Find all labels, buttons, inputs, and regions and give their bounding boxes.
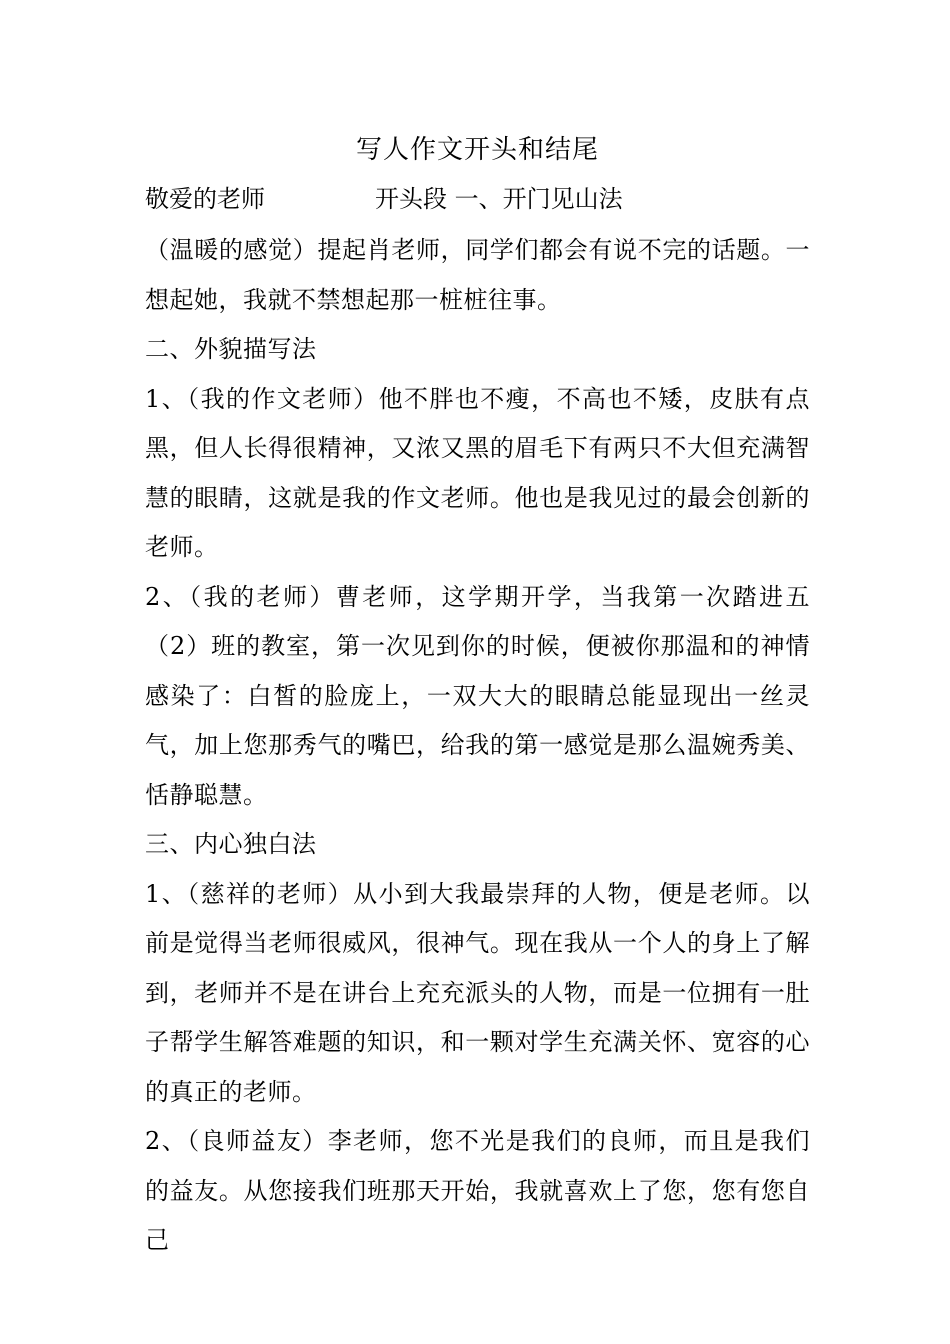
section-heading-appearance: 二、外貌描写法 — [145, 335, 317, 363]
subtitle-left: 敬爱的老师 — [145, 185, 265, 213]
section-heading-monologue: 三、内心独白法 — [145, 830, 317, 858]
document-page — [145, 130, 810, 1266]
paragraph-opening: （温暖的感觉）提起肖老师，同学们都会有说不完的话题。一想起她，我就不禁想起那一桩桩往事。 — [145, 236, 810, 314]
paragraph-appearance-1: 1、（我的作文老师）他不胖也不瘦，不高也不矮，皮肤有点黑，但人长得很精神，又浓又黑的眉毛下有两只不大但充满智慧的眼睛，这就是我的作文老师。他也是我见过的最会创新的老师。 — [145, 384, 810, 561]
paragraph-monologue-2: 2、（良师益友）李老师，您不光是我们的良师，而且是我们的益友。从您接我们班那天开始，我就喜欢上了您，您有您自己 — [145, 1127, 810, 1254]
subtitle-right: 开头段 一、开门见山法 — [375, 185, 623, 213]
paragraph-monologue-1: 1、（慈祥的老师）从小到大我最崇拜的人物，便是老师。以前是觉得当老师很威风，很神气。现在我从一个人的身上了解到，老师并不是在讲台上充充派头的人物，而是一位拥有一肚子帮学生解答难题的知识，和一颗对学生充满关怀、宽容的心的真正的老师。 — [145, 879, 810, 1106]
paragraph-appearance-2: 2、（我的老师）曹老师，这学期开学，当我第一次踏进五（2）班的教室，第一次见到你的时候，便被你那温和的神情感染了：白皙的脸庞上，一双大大的眼睛总能显现出一丝灵气，加上您那秀气的嘴巴，给我的第一感觉是那么温婉秀美、恬静聪慧。 — [145, 582, 810, 809]
document-title: 写人作文开头和结尾 — [355, 135, 599, 165]
subtitle-line — [145, 178, 810, 220]
